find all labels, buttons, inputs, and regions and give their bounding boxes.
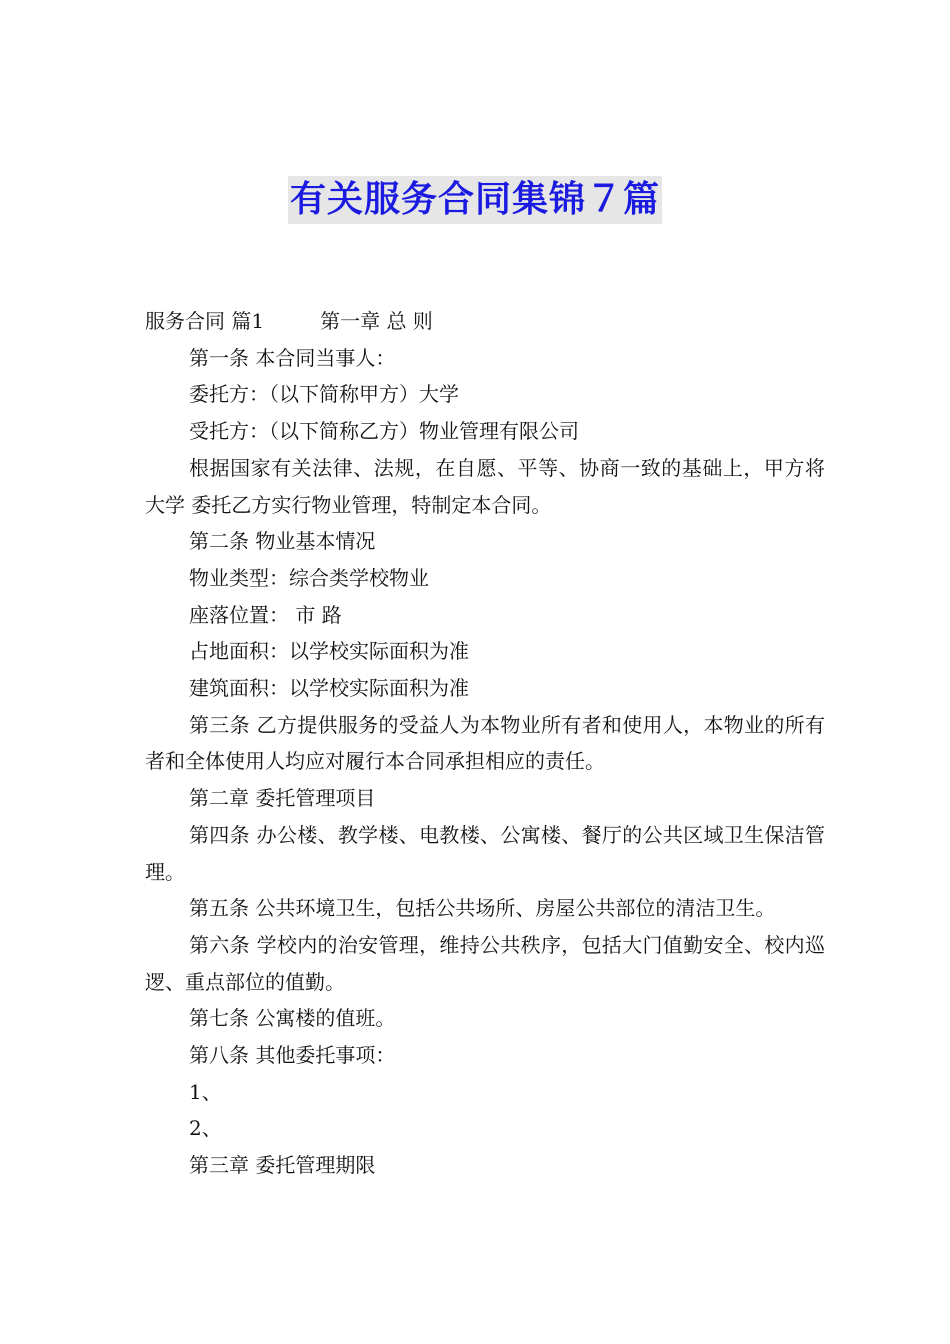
paragraph: 第三章 委托管理期限 — [189, 1153, 376, 1178]
paragraph: 座落位置： 市 路 — [189, 602, 342, 627]
paragraph: 1、 — [189, 1079, 222, 1104]
paragraph: 第三条 乙方提供服务的受益人为本物业所有者和使用人，本物业的所有者和全体使用人均应对履行本合同承担相应的责任。 — [145, 712, 825, 774]
paragraph: 根据国家有关法律、法规，在自愿、平等、协商一致的基础上，甲方将 大学 委托乙方实行物业管理，特制定本合同。 — [145, 455, 825, 517]
document-body — [145, 303, 825, 1184]
section-heading — [145, 303, 825, 340]
paragraph: 2、 — [189, 1116, 222, 1141]
paragraph: 第五条 公共环境卫生，包括公共场所、房屋公共部位的清洁卫生。 — [189, 896, 776, 921]
title-container — [0, 176, 950, 224]
document-title: 有关服务合同集锦７篇 — [288, 176, 662, 224]
paragraph: 第一条 本合同当事人： — [189, 345, 396, 370]
paragraph: 第二章 委托管理项目 — [189, 786, 376, 811]
paragraph: 第七条 公寓楼的值班。 — [189, 1006, 396, 1031]
paragraph: 受托方：（以下简称乙方）物业管理有限公司 — [189, 419, 579, 444]
paragraph: 第四条 办公楼、教学楼、电教楼、公寓楼、餐厅的公共区域卫生保洁管理。 — [145, 822, 825, 884]
paragraph: 第六条 学校内的治安管理，维持公共秩序，包括大门值勤安全、校内巡逻、重点部位的值勤。 — [145, 932, 825, 994]
paragraph: 建筑面积：以学校实际面积为准 — [189, 676, 469, 701]
paragraph: 委托方：（以下简称甲方）大学 — [189, 382, 459, 407]
paragraph: 占地面积：以学校实际面积为准 — [189, 639, 469, 664]
paragraph: 第八条 其他委托事项： — [189, 1043, 396, 1068]
paragraph: 物业类型：综合类学校物业 — [189, 565, 429, 590]
chapter-title: 第一章 总 则 — [320, 309, 433, 333]
paragraph: 第二条 物业基本情况 — [189, 529, 376, 554]
contract-label: 服务合同 篇1 — [145, 309, 265, 333]
